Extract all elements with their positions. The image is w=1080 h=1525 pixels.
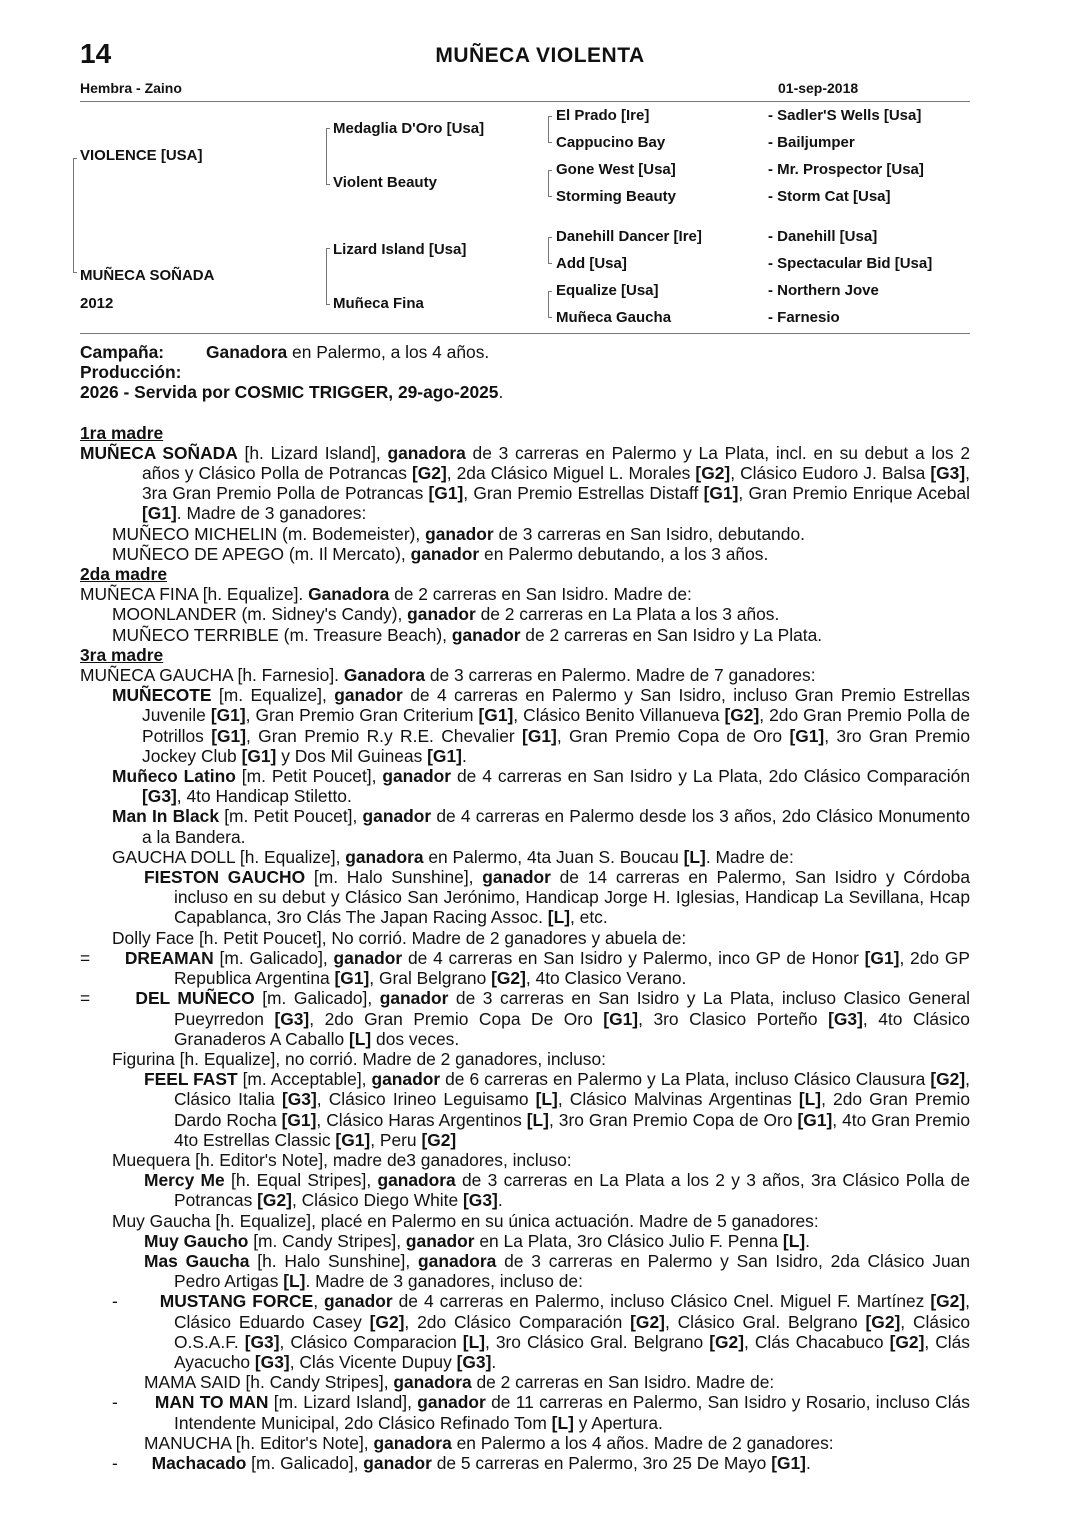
pedigree-gen4-2: - Bailjumper (768, 134, 855, 151)
sire: VIOLENCE [USA] (80, 147, 203, 164)
list-item: MUÑECO TERRIBLE (m. Treasure Beach), ganador de 2 carreras en San Isidro y La Plata. (112, 624, 823, 645)
section-second-dam: 2da madre (80, 564, 167, 585)
list-item: = DEL MUÑECO [m. Galicado], ganador de 3 carreras en San Isidro y La Plata, incluso Clasico General Pueyrredon [G3], 2do Gran Premio Copa De Oro [G1], 3ro Clasico Porteño [G3], 4to Clásico Granaderos A Caballo [L] dos veces. (80, 988, 970, 1049)
first-dam-entry: MUÑECA SOÑADA [h. Lizard Island], ganadora de 3 carreras en Palermo y La Plata, incl. en su debut a los 2 años y Clásico Polla de Potrancas [G2], 2da Clásico Miguel L. Morales [G2], Clásico Eudoro J. Balsa [G3], 3ra Gran Premio Polla de Potrancas [G1], Gran Premio Estrellas Distaff [G1], Gran Premio Enrique Acebal [G1]. Madre de 3 ganadores: (80, 442, 970, 524)
section-first-dam: 1ra madre (80, 422, 164, 443)
production-label: Producción: (80, 362, 182, 383)
list-item: Muñeco Latino [m. Petit Poucet], ganador de 4 carreras en San Isidro y La Plata, 2do Clásico Comparación [G3], 4to Handicap Stiletto. (112, 766, 970, 807)
pedigree-gen4-1: - Sadler'S Wells [Usa] (768, 107, 922, 124)
pedigree-gen3-1: El Prado [Ire] (556, 107, 650, 124)
list-item: Figurina [h. Equalize], no corrió. Madre de 2 ganadores, incluso: (112, 1048, 606, 1069)
section-third-dam: 3ra madre (80, 644, 164, 665)
pedigree-bottom-rule (80, 333, 970, 334)
list-item: MOONLANDER (m. Sidney's Candy), ganador de 2 carreras en La Plata a los 3 años. (112, 604, 780, 625)
pedigree-gen3-2: Cappucino Bay (556, 134, 666, 151)
list-item: MUÑECOTE [m. Equalize], ganador de 4 carreras en Palermo y San Isidro, incluso Gran Premio Estrellas Juvenile [G1], Gran Premio Gran Criterium [G1], Clásico Benito Villanueva [G2], 2do Gran Premio Polla de Potrillos [G1], Gran Premio R.y R.E. Chevalier [G1], Gran Premio Copa de Oro [G1], 3ro Gran Premio Jockey Club [G1] y Dos Mil Guineas [G1]. (112, 685, 970, 766)
list-item: Dolly Face [h. Petit Poucet], No corrió. Madre de 2 ganadores y abuela de: (112, 927, 687, 948)
pedigree-gen3-4: Storming Beauty (556, 188, 677, 205)
pedigree-connector (326, 248, 327, 304)
pedigree-gen3-6: Add [Usa] (556, 255, 627, 272)
sex-color: Hembra - Zaino (80, 80, 182, 96)
list-item: GAUCHA DOLL [h. Equalize], ganadora en Palermo, 4ta Juan S. Boucau [L]. Madre de: (112, 846, 794, 867)
list-item: MANUCHA [h. Editor's Note], ganadora en Palermo a los 4 años. Madre de 2 ganadores: (144, 1432, 834, 1453)
pedigree-gen2-3: Lizard Island [Usa] (333, 241, 467, 258)
catalog-body (80, 342, 970, 1473)
list-item: - MUSTANG FORCE, ganador de 4 carreras en Palermo, incluso Clásico Cnel. Miguel F. Martínez [G2], Clásico Eduardo Casey [G2], 2do Clásico Comparación [G2], Clásico Gral. Belgrano [G2], Clásico O.S.A.F. [G3], Clásico Comparacion [L], 3ro Clásico Gral. Belgrano [G2], Clás Chacabuco [G2], Clás Ayacucho [G3], Clás Vicente Dupuy [G3]. (112, 1291, 971, 1372)
lot-number: 14 (80, 38, 112, 69)
list-item: - MAN TO MAN [m. Lizard Island], ganador de 11 carreras en Palermo, San Isidro y Rosario, incluso Clás Intendente Municipal, 2do Clásico Refinado Tom [L] y Apertura. (112, 1392, 970, 1433)
list-item: MAMA SAID [h. Candy Stripes], ganadora de 2 carreras en San Isidro. Madre de: (144, 1372, 775, 1393)
pedigree-gen3-3: Gone West [Usa] (556, 161, 676, 178)
pedigree-connector (326, 128, 327, 184)
production-line: 2026 - Servida por COSMIC TRIGGER, 29-ago-2025. (80, 382, 504, 403)
list-item: FIESTON GAUCHO [m. Halo Sunshine], ganador de 14 carreras en Palermo, San Isidro y Córdoba incluso en su debut y Clásico San Jerónimo, Handicap Jorge H. Iglesias, Handicap La Sevillana, Hcap Capablanca, 3ro Clás The Japan Racing Assoc. [L], etc. (144, 867, 970, 928)
pedigree-gen4-5: - Danehill [Usa] (768, 228, 878, 245)
list-item: FEEL FAST [m. Acceptable], ganador de 6 carreras en Palermo y La Plata, incluso Clásico Clausura [G2], Clásico Italia [G3], Clásico Irineo Leguisamo [L], Clásico Malvinas Argentinas [L], 2do Gran Premio Dardo Rocha [G1], Clásico Haras Argentinos [L], 3ro Gran Premio Copa de Oro [G1], 4to Gran Premio 4to Estrellas Classic [G1], Peru [G2] (144, 1069, 971, 1150)
pedigree-gen2-2: Violent Beauty (333, 174, 437, 191)
list-item: MUÑECO DE APEGO (m. Il Mercato), ganador en Palermo debutando, a los 3 años. (112, 543, 769, 564)
list-item: Muequera [h. Editor's Note], madre de3 ganadores, incluso: (112, 1149, 572, 1170)
list-item: Mercy Me [h. Equal Stripes], ganadora de 3 carreras en La Plata a los 2 y 3 años, 3ra Clásico Polla de Potrancas [G2], Clásico Diego White [G3]. (144, 1170, 970, 1211)
pedigree-gen4-8: - Farnesio (768, 309, 840, 326)
pedigree-gen2-1: Medaglia D'Oro [Usa] (333, 120, 485, 137)
birth-date: 01-sep-2018 (778, 80, 859, 96)
pedigree-gen3-7: Equalize [Usa] (556, 282, 659, 299)
dam: MUÑECA SOÑADA (80, 267, 215, 284)
pedigree-gen4-6: - Spectacular Bid [Usa] (768, 255, 933, 272)
pedigree-connector (73, 158, 74, 272)
pedigree-gen3-8: Muñeca Gaucha (556, 309, 672, 326)
pedigree-gen3-5: Danehill Dancer [Ire] (556, 228, 702, 245)
pedigree-gen2-4: Muñeca Fina (333, 295, 424, 312)
dam-year: 2012 (80, 295, 114, 312)
pedigree-gen4-3: - Mr. Prospector [Usa] (768, 161, 924, 178)
second-dam-entry: MUÑECA FINA [h. Equalize]. Ganadora de 2 carreras en San Isidro. Madre de: (80, 584, 692, 605)
third-dam-entry: MUÑECA GAUCHA [h. Farnesio]. Ganadora de 3 carreras en Palermo. Madre de 7 ganadores: (80, 665, 816, 686)
list-item: - Machacado [m. Galicado], ganador de 5 carreras en Palermo, 3ro 25 De Mayo [G1]. (112, 1452, 811, 1473)
list-item: Muy Gaucho [m. Candy Stripes], ganador en La Plata, 3ro Clásico Julio F. Penna [L]. (144, 1230, 810, 1251)
pedigree-top-rule (80, 101, 970, 102)
list-item: MUÑECO MICHELIN (m. Bodemeister), ganador de 3 carreras en San Isidro, debutando. (112, 523, 805, 544)
list-item: Man In Black [m. Petit Poucet], ganador de 4 carreras en Palermo desde los 3 años, 2do Clásico Monumento a la Bandera. (112, 806, 971, 847)
list-item: Mas Gaucha [h. Halo Sunshine], ganadora de 3 carreras en Palermo y San Isidro, 2da Clásico Juan Pedro Artigas [L]. Madre de 3 ganadores, incluso de: (144, 1250, 971, 1292)
horse-name: MUÑECA VIOLENTA (435, 44, 645, 67)
pedigree-gen4-7: - Northern Jove (768, 282, 879, 299)
pedigree-gen4-4: - Storm Cat [Usa] (768, 188, 891, 205)
list-item: Muy Gaucha [h. Equalize], placé en Palermo en su única actuación. Madre de 5 ganadores: (112, 1210, 819, 1231)
campaign-line: Campaña: Ganadora en Palermo, a los 4 años. (80, 342, 490, 362)
list-item: = DREAMAN [m. Galicado], ganador de 4 carreras en San Isidro y Palermo, inco GP de Honor [G1], 2do GP Republica Argentina [G1], Gral Belgrano [G2], 4to Clasico Verano. (80, 947, 970, 989)
